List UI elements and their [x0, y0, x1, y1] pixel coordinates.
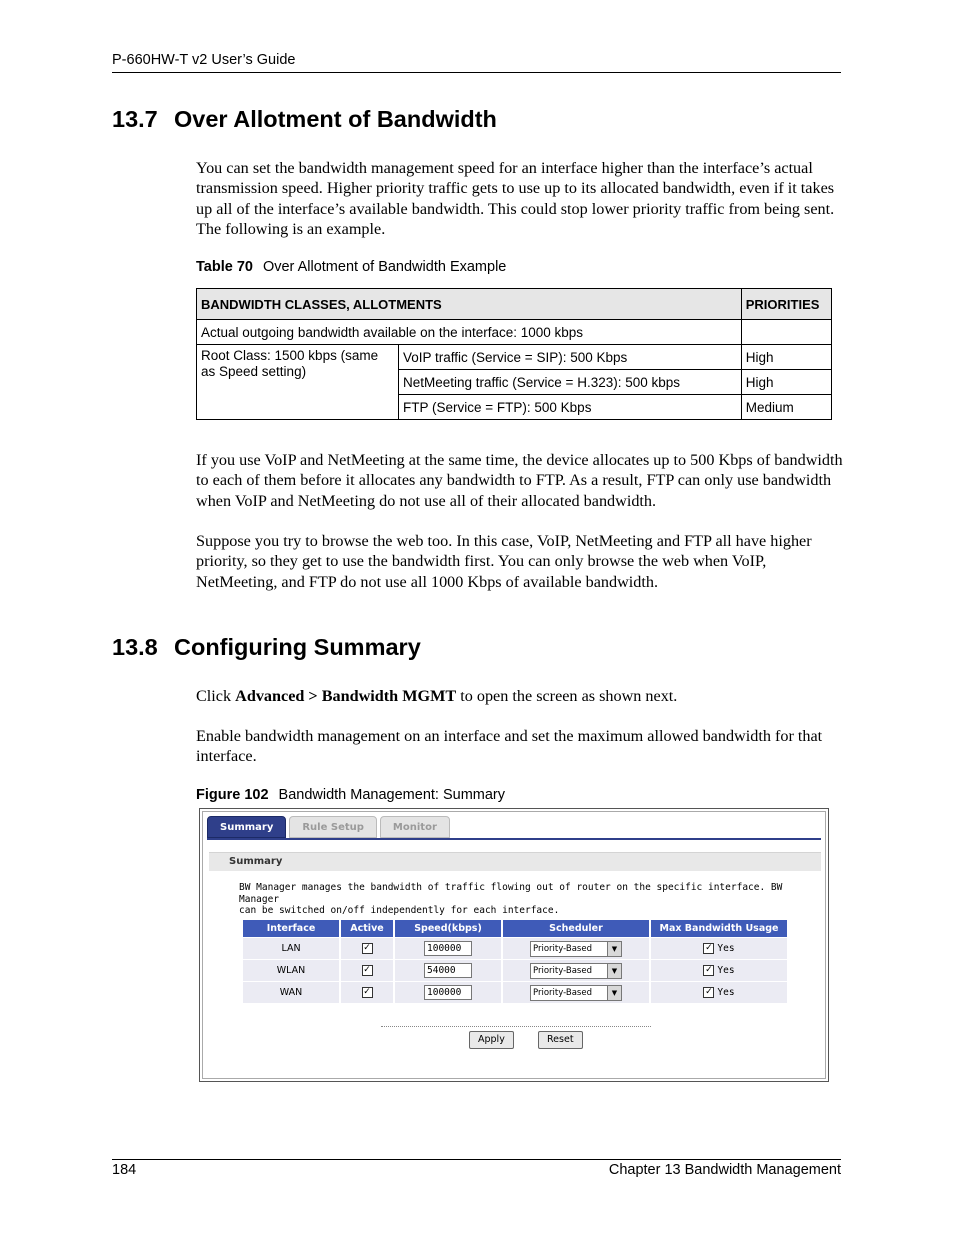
- figure-caption-label: Figure 102: [196, 787, 269, 803]
- paragraph-enable-bw: Enable bandwidth management on an interface and set the maximum allowed bandwidth for that interface.: [196, 727, 823, 766]
- active-cell: [341, 981, 393, 1003]
- max-usage-cell: [651, 959, 787, 981]
- bandwidth-summary-screenshot: [199, 808, 829, 1082]
- screen-frame: [202, 811, 826, 1079]
- column-header-priorities: PRIORITIES: [741, 289, 831, 320]
- table-row: [243, 959, 787, 981]
- table-row: [197, 345, 832, 370]
- table-row: [197, 320, 832, 345]
- section-title: Configuring Summary: [174, 634, 421, 660]
- active-checkbox[interactable]: ✓: [363, 987, 371, 997]
- section-number: 13.7: [112, 106, 158, 132]
- figure-caption: [196, 787, 505, 803]
- tab-summary[interactable]: Summary: [207, 816, 286, 838]
- table-row: [243, 937, 787, 959]
- figure-caption-text: Bandwidth Management: Summary: [278, 787, 506, 803]
- paragraph-browse-web: Suppose you try to browse the web too. In this case, VoIP, NetMeeting and FTP all have higher priority, so they get to use the bandwidth first. You can only browse the web when VoIP, NetMeeting, and FTP do not use all 1000 Kbps of available bandwidth.: [196, 532, 812, 591]
- table-cell: VoIP traffic (Service = SIP): 500 Kbps: [399, 345, 742, 370]
- table-header-row: [197, 289, 832, 320]
- description-line: can be switched on/off independently for each interface.: [239, 905, 560, 916]
- tab-underline: [207, 838, 821, 840]
- dotted-divider: [381, 1026, 651, 1027]
- table-cell: [741, 320, 831, 345]
- section-number: 13.8: [112, 634, 158, 660]
- column-header-max-bandwidth: Max Bandwidth Usage: [651, 920, 787, 937]
- page-header: P-660HW-T v2 User’s Guide: [112, 52, 296, 68]
- tab-rule-setup[interactable]: Rule Setup: [289, 816, 377, 838]
- page-number: 184: [112, 1162, 137, 1178]
- over-allotment-table: [196, 288, 832, 420]
- section-title: Over Allotment of Bandwidth: [174, 106, 497, 132]
- speed-input[interactable]: 100000: [424, 985, 472, 1000]
- table-caption: [196, 259, 506, 275]
- active-checkbox[interactable]: ✓: [363, 965, 371, 975]
- scheduler-select[interactable]: [530, 963, 622, 979]
- scheduler-select[interactable]: [530, 985, 622, 1001]
- scheduler-select[interactable]: [530, 941, 622, 957]
- active-cell: [341, 959, 393, 981]
- bw-table-header: [243, 920, 787, 937]
- paragraph-click-instruction: [196, 686, 846, 706]
- speed-input[interactable]: 100000: [424, 941, 472, 956]
- footer-rule: [112, 1159, 841, 1160]
- speed-cell: [395, 937, 501, 959]
- table-cell: Actual outgoing bandwidth available on the interface: 1000 kbps: [197, 320, 742, 345]
- scheduler-cell: [503, 959, 649, 981]
- click-prefix: Click: [196, 687, 236, 705]
- table-cell: NetMeeting traffic (Service = H.323): 500 kbps: [399, 370, 742, 395]
- column-header-classes: BANDWIDTH CLASSES, ALLOTMENTS: [197, 289, 742, 320]
- chapter-title: Chapter 13 Bandwidth Management: [608, 1162, 841, 1178]
- scheduler-cell: [503, 981, 649, 1003]
- max-usage-label: Yes: [717, 987, 735, 998]
- speed-cell: [395, 981, 501, 1003]
- tab-monitor[interactable]: Monitor: [380, 816, 450, 838]
- header-rule: [112, 72, 841, 73]
- active-cell: [341, 937, 393, 959]
- screen-description: [239, 882, 799, 917]
- table-cell: FTP (Service = FTP): 500 Kbps: [399, 395, 742, 420]
- speed-cell: [395, 959, 501, 981]
- active-checkbox[interactable]: ✓: [363, 943, 371, 953]
- table-cell: High: [741, 345, 831, 370]
- table-cell: High: [741, 370, 831, 395]
- scheduler-value: Priority-Based: [533, 987, 592, 998]
- section-heading-13-7: [112, 106, 497, 133]
- column-header-active: Active: [341, 920, 393, 937]
- table-row: [243, 981, 787, 1003]
- paragraph-over-allotment-intro: You can set the bandwidth management speed for an interface higher than the interface’s actual transmission speed. Higher priority traffic gets to use up to its allocated bandwidth, even if it takes up all of the interface’s available bandwidth. This could stop lower priority traffic from being sent. The following is an example.: [196, 159, 835, 238]
- chevron-down-icon[interactable]: ▼: [607, 986, 621, 1000]
- interface-name: WLAN: [243, 959, 339, 981]
- menu-path: Advanced > Bandwidth MGMT: [235, 687, 457, 705]
- chevron-down-icon[interactable]: ▼: [607, 942, 621, 956]
- table-caption-label: Table 70: [196, 259, 253, 275]
- click-suffix: to open the screen as shown next.: [456, 687, 678, 705]
- reset-button[interactable]: Reset: [538, 1031, 583, 1049]
- column-header-interface: Interface: [243, 920, 339, 937]
- max-usage-cell: [651, 981, 787, 1003]
- description-line: BW Manager manages the bandwidth of traffic flowing out of router on the specific interface. BW Manager: [239, 882, 783, 905]
- chevron-down-icon[interactable]: ▼: [607, 964, 621, 978]
- bandwidth-interface-table: [241, 920, 789, 1003]
- root-class-cell: Root Class: 1500 kbps (same as Speed setting): [197, 345, 399, 420]
- section-heading-13-8: [112, 634, 421, 661]
- summary-title-bar: Summary: [209, 852, 821, 871]
- scheduler-value: Priority-Based: [533, 965, 592, 976]
- max-usage-cell: [651, 937, 787, 959]
- max-usage-checkbox[interactable]: ✓: [705, 987, 713, 997]
- scheduler-cell: [503, 937, 649, 959]
- interface-name: WAN: [243, 981, 339, 1003]
- speed-input[interactable]: 54000: [424, 963, 472, 978]
- tab-bar: [207, 816, 450, 838]
- apply-button[interactable]: Apply: [469, 1031, 514, 1049]
- max-usage-checkbox[interactable]: ✓: [705, 965, 713, 975]
- interface-name: LAN: [243, 937, 339, 959]
- paragraph-voip-netmeeting: If you use VoIP and NetMeeting at the same time, the device allocates up to 500 Kbps of bandwidth to each of them before it allocates any bandwidth to FTP. As a result, FTP can only use bandwidth when VoIP and NetMeeting do not use all of their allocated bandwidth.: [196, 451, 843, 510]
- max-usage-label: Yes: [717, 943, 735, 954]
- column-header-speed: Speed(kbps): [395, 920, 501, 937]
- max-usage-label: Yes: [717, 965, 735, 976]
- table-cell: Medium: [741, 395, 831, 420]
- scheduler-value: Priority-Based: [533, 943, 592, 954]
- column-header-scheduler: Scheduler: [503, 920, 649, 937]
- table-caption-text: Over Allotment of Bandwidth Example: [262, 259, 507, 275]
- max-usage-checkbox[interactable]: ✓: [705, 943, 713, 953]
